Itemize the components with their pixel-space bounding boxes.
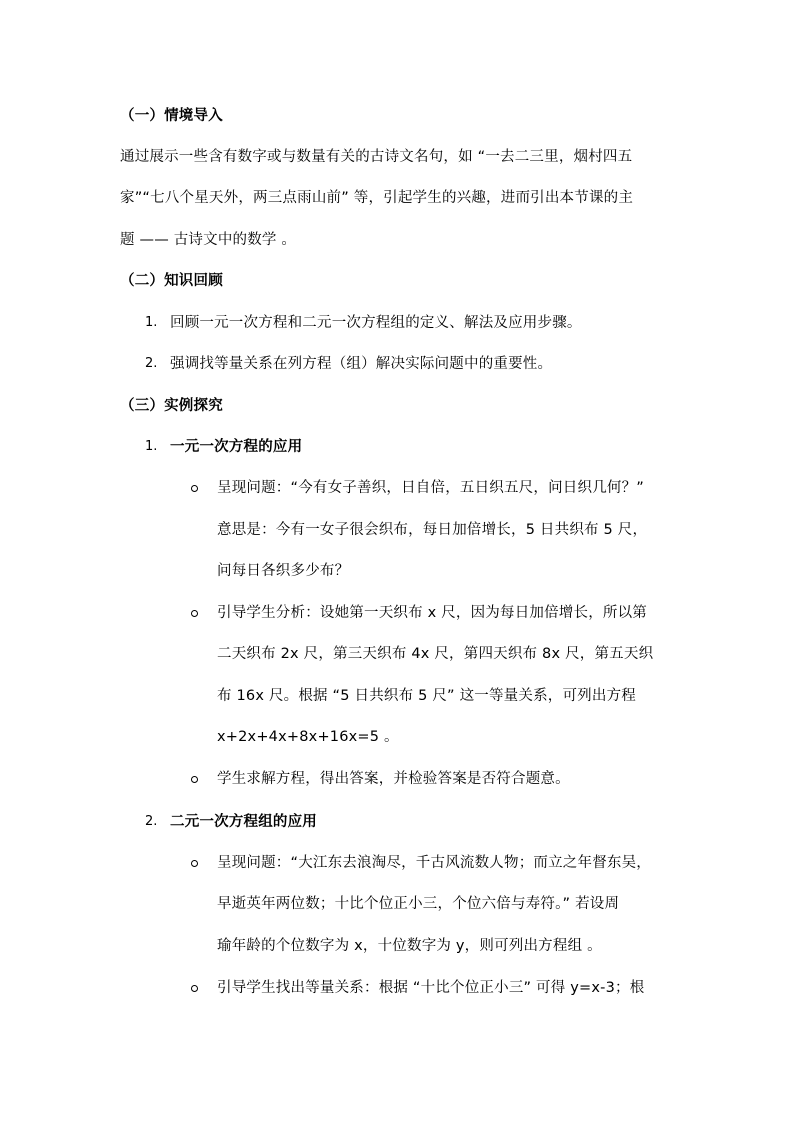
- paragraph-line: 题 —— 古诗文中的数学 。: [120, 232, 297, 248]
- circle-bullet-icon: [191, 610, 198, 617]
- list-number: 1.: [145, 315, 158, 330]
- list-number: 1.: [145, 439, 158, 454]
- bullet-text-line: 引导学生分析：设她第一天织布 x 尺，因为每日加倍增长，所以第: [217, 605, 647, 621]
- bullet-text-line: 呈现问题：“大江东去浪淘尽，千古风流数人物；而立之年督东吴，: [217, 855, 652, 871]
- paragraph-line: 通过展示一些含有数字或与数量有关的古诗文名句，如 “一去二三里，烟村四五: [120, 149, 633, 165]
- list-number: 2.: [145, 814, 158, 829]
- paragraph-line: 家”“七八个星天外，两三点雨山前” 等，引起学生的兴趣，进而引出本节课的主: [120, 190, 634, 206]
- list-item: 强调找等量关系在列方程（组）解决实际问题中的重要性。: [170, 356, 553, 372]
- list-item: 回顾一元一次方程和二元一次方程组的定义、解法及应用步骤。: [170, 315, 582, 331]
- circle-bullet-icon: [191, 860, 198, 867]
- circle-bullet-icon: [191, 485, 198, 492]
- list-number: 2.: [145, 356, 158, 371]
- bullet-text-line: 呈现问题：“今有女子善织，日自倍，五日织五尺，问日织几何？”: [217, 480, 645, 496]
- bullet-text-line: 二天织布 2x 尺，第三天织布 4x 尺，第四天织布 8x 尺，第五天织: [217, 646, 654, 662]
- bullet-text-line: x+2x+4x+8x+16x=5 。: [217, 729, 399, 745]
- bullet-text-line: 早逝英年两位数；十比个位正小三，个位六倍与寿符。” 若设周: [217, 896, 620, 912]
- section-heading-1: （一）情境导入: [120, 108, 223, 124]
- bullet-text-line: 引导学生找出等量关系：根据 “十比个位正小三” 可得 y=x-3；根: [217, 980, 645, 996]
- section-heading-2: （二）知识回顾: [120, 273, 223, 289]
- section-heading-3: （三）实例探究: [120, 398, 223, 414]
- circle-bullet-icon: [191, 776, 198, 783]
- bullet-text-line: 问每日各织多少布？: [217, 563, 350, 579]
- bullet-text-line: 学生求解方程，得出答案，并检验答案是否符合题意。: [217, 771, 570, 787]
- bullet-text-line: 意思是：今有一女子很会织布，每日加倍增长，5 日共织布 5 尺，: [217, 522, 648, 538]
- bullet-text-line: 布 16x 尺。根据 “5 日共织布 5 尺” 这一等量关系，可列出方程: [217, 688, 636, 704]
- subsection-title: 二元一次方程组的应用: [170, 814, 317, 830]
- subsection-title: 一元一次方程的应用: [170, 439, 303, 455]
- bullet-text-line: 瑜年龄的个位数字为 x，十位数字为 y，则可列出方程组 。: [217, 938, 602, 954]
- circle-bullet-icon: [191, 985, 198, 992]
